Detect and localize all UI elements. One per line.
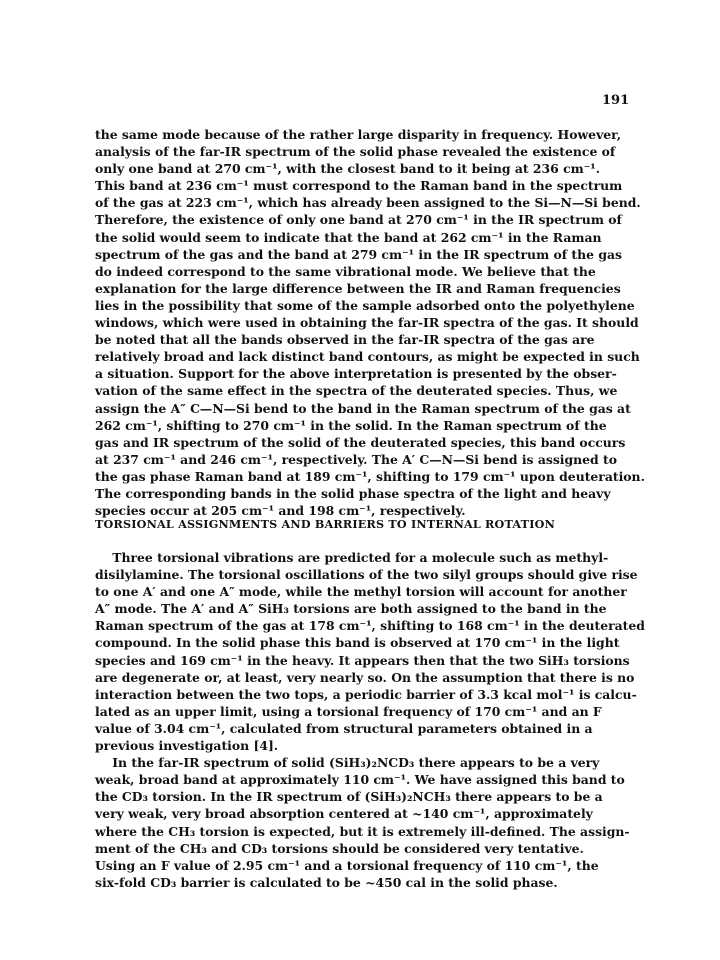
text-line: analysis of the far-IR spectrum of the solid phase revealed the existence of [95,144,616,160]
text-line: compound. In the solid phase this band is observed at 170 cm⁻¹ in the light [95,635,620,651]
text-line: This band at 236 cm⁻¹ must correspond to the Raman band in the spectrum [95,178,623,194]
text-line: a situation. Support for the above interpretation is presented by the obser- [95,366,617,382]
text-line: very weak, very broad absorption centered at ~140 cm⁻¹, approximately [95,806,593,822]
text-line: disilylamine. The torsional oscillations of the two silyl groups should give rise [95,567,638,583]
text-line: Therefore, the existence of only one band at 270 cm⁻¹ in the IR spectrum of [95,212,622,228]
page-number: 191 [602,93,630,108]
text-line: the solid would seem to indicate that the band at 262 cm⁻¹ in the Raman [95,229,602,245]
text-line: lies in the possibility that some of the sample adsorbed onto the polyethylene [95,297,635,313]
text-line: windows, which were used in obtaining the far-IR spectra of the gas. It should [95,315,639,331]
text-line: spectrum of the gas and the band at 279 cm⁻¹ in the IR spectrum of the gas [95,246,622,262]
text-line: do indeed correspond to the same vibrational mode. We believe that the [95,263,596,279]
text-line: to one A′ and one A″ mode, while the methyl torsion will account for another [95,584,627,600]
text-line: 262 cm⁻¹, shifting to 270 cm⁻¹ in the solid. In the Raman spectrum of the [95,417,607,433]
paragraph-vibrational-assignment [95,126,645,519]
text-line: where the CH₃ torsion is expected, but it is extremely ill-defined. The assign- [95,823,630,839]
text-line: Using an F value of 2.95 cm⁻¹ and a torsional frequency of 110 cm⁻¹, the [95,857,599,873]
text-line: lated as an upper limit, using a torsional frequency of 170 cm⁻¹ and an F [95,703,602,719]
text-line: weak, broad band at approximately 110 cm⁻¹. We have assigned this band to [95,772,625,788]
text-line: of the gas at 223 cm⁻¹, which has already been assigned to the Si—N—Si bend. [95,195,641,211]
text-line: six-fold CD₃ barrier is calculated to be ~450 cal in the solid phase. [95,874,558,890]
text-line: The corresponding bands in the solid phase spectra of the light and heavy [95,485,611,501]
text-line: be noted that all the bands observed in the far-IR spectra of the gas are [95,332,595,348]
text-line: previous investigation [4]. [95,738,279,754]
text-line: are degenerate or, at least, very nearly so. On the assumption that there is no [95,669,635,685]
text-line: In the far-IR spectrum of solid (SiH₃)₂NCD₃ there appears to be a very [95,755,600,771]
text-line: only one band at 270 cm⁻¹, with the closest band to it being at 236 cm⁻¹. [95,161,601,177]
text-line: the CD₃ torsion. In the IR spectrum of (SiH₃)₂NCH₃ there appears to be a [95,789,603,805]
text-line: assign the A″ C—N—Si bend to the band in the Raman spectrum of the gas at [95,400,631,416]
text-line: gas and IR spectrum of the solid of the deuterated species, this band occurs [95,434,626,450]
text-line: Raman spectrum of the gas at 178 cm⁻¹, shifting to 168 cm⁻¹ in the deuterated [95,618,645,634]
text-line: the same mode because of the rather large disparity in frequency. However, [95,127,622,142]
text-line: interaction between the two tops, a periodic barrier of 3.3 kcal mol⁻¹ is calcu- [95,686,637,702]
text-line: ment of the CH₃ and CD₃ torsions should be considered very tentative. [95,840,584,856]
text-line: species occur at 205 cm⁻¹ and 198 cm⁻¹, respectively. [95,503,466,519]
text-line: value of 3.04 cm⁻¹, calculated from structural parameters obtained in a [95,720,593,736]
section-heading: TORSIONAL ASSIGNMENTS AND BARRIERS TO INTERNAL ROTATION [95,517,555,531]
text-line: species and 169 cm⁻¹ in the heavy. It appears then that the two SiH₃ torsions [95,652,630,668]
paragraph-torsional-assignments [95,549,645,891]
text-line: relatively broad and lack distinct band contours, as might be expected in such [95,349,640,365]
text-line: explanation for the large difference between the IR and Raman frequencies [95,280,621,296]
text-line: at 237 cm⁻¹ and 246 cm⁻¹, respectively. The A′ C—N—Si bend is assigned to [95,451,618,467]
text-line: the gas phase Raman band at 189 cm⁻¹, shifting to 179 cm⁻¹ upon deuteration. [95,468,645,484]
text-line: Three torsional vibrations are predicted for a molecule such as methyl- [95,550,609,565]
text-line: vation of the same effect in the spectra of the deuterated species. Thus, we [95,383,618,399]
text-line: A″ mode. The A′ and A″ SiH₃ torsions are both assigned to the band in the [95,601,607,617]
